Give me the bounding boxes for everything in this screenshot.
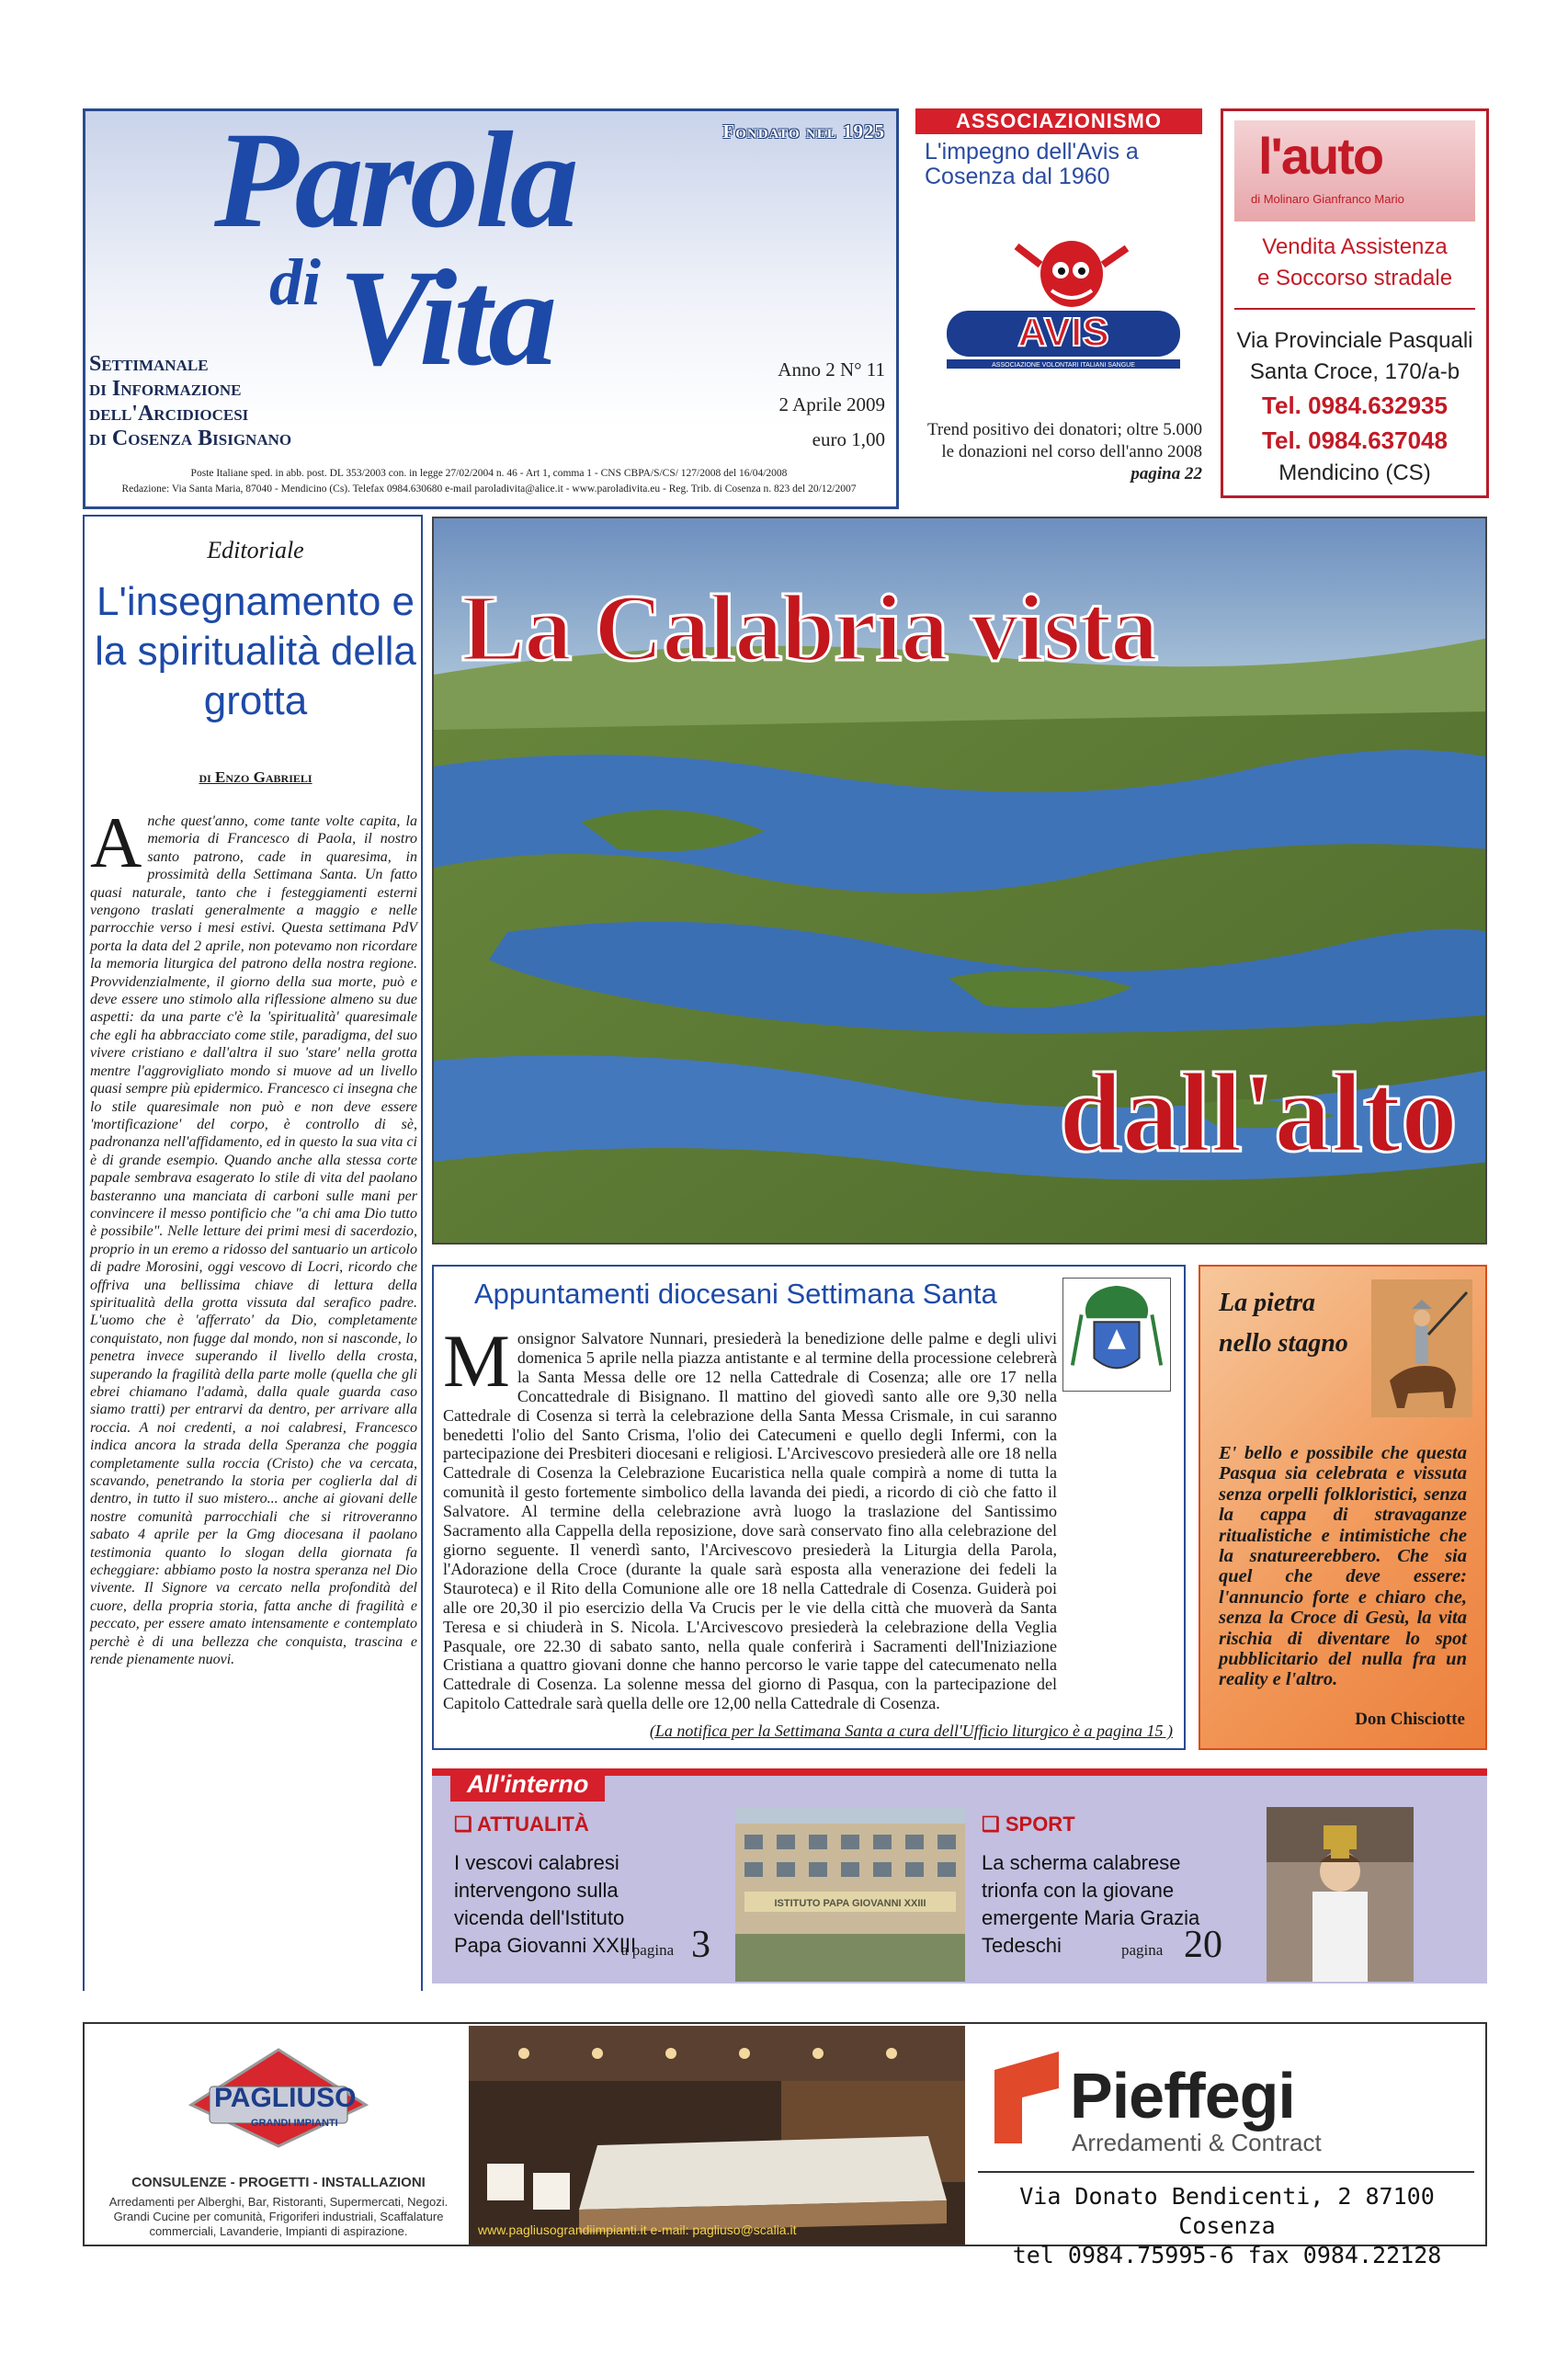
subtitle-line: dell'Arcidiocesi bbox=[89, 402, 249, 426]
checkbox-icon: ❑ bbox=[454, 1813, 478, 1836]
divider bbox=[1234, 308, 1475, 310]
editorial-title[interactable]: L'insegnamento e la spiritualità della grotta bbox=[95, 579, 416, 723]
legal-line: Redazione: Via Santa Maria, 87040 - Mendicino (Cs). Telefax 0984.630680 e-mail paroladivita@alice.it - www.paroladivita.eu - Reg. Trib. di Cosenza n. 823 del 20/12/2007 bbox=[121, 483, 857, 494]
interno-tag: All'interno bbox=[450, 1768, 605, 1802]
masthead-subtitle bbox=[89, 352, 291, 451]
page-number[interactable]: 3 bbox=[691, 1924, 710, 1966]
assoc-page-ref[interactable]: pagina 22 bbox=[1131, 464, 1202, 483]
coat-of-arms-icon bbox=[1062, 1278, 1171, 1392]
assoc-title[interactable]: L'impegno dell'Avis a Cosenza dal 1960 bbox=[925, 139, 1139, 189]
auto-phone: Tel. 0984.637048 bbox=[1262, 426, 1448, 454]
title-parola: Parola bbox=[214, 108, 575, 256]
auto-owner: di Molinaro Gianfranco Mario bbox=[1251, 192, 1404, 206]
editorial-text: nche quest'anno, come tante volte capita, la memoria di Francesco di Paola, il nostro santo patrono, cade in quaresima, in prossimità della Settimana Santa. Un fatto quasi naturale, tanto che i festeggiamenti esterni vengono traslati generalmente a maggio e nelle parrocchie verso i mesi estivi. Questa settimana PdV porta la data del 2 aprile, non potevamo non ricordare la memoria liturgica del patrono della nostra regione. Provvidenzialmente, il giorno della sua morte, può e deve essere uno stimolo alla riflessione almeno su due aspetti: da una parte c'è la 'spiritualità' quaresimale che egli ha abbracciato come stile, paradigma, del suo vivere cristiano e dall'altra il suo 'stare' nella grotta mentre l'aggrovigliato mondo si muove ad un livello quasi sempre più epidermico. Francesco ci insegna che lo stile quaresimale non può e non deve essere 'mortificazione' del corpo, è controllo di sè, padronanza nell'affidamento, ed in questo la sua vita ci è di grande esempio. Quando anche alla stessa corte papale sembrava esagerato lo stile di vita del paolano basteranno una manciata di carboni sulle mani per convincere il messo pontificio che "a chi ama Dio tutto è possibile". Nelle letture dei primi mesi di sacerdozio, proprio in un eremo a ridosso del santuario un articolo di padre Morosini, oggi vescovo di Locri, ricordo che offriva una bellissima chiave di lettura della spiritualità della grotta vissuta dal serafico padre. L'uomo che è 'afferrato' da Dio, completamente conquistato, non fugge dal mondo, non si nasconde, lo penetra invece superando il livello della crosta, superando la fragilità della parte molle (quella che gli ebrei chiamano l'adamà, dalla quale guarda caso siamo tratti) per entrarvi da dentro, per arrivare alla roccia. A noi credenti, a noi calabresi, Francesco indica ancora la strada della Speranza che poggia completamente sulla roccia (Cristo) che va cercata, scavando, penetrando la storia per coglierla dal di dentro, in tutto il suo mistero... anche ai giovani delle nostre comunità parrocchiali che si ritroveranno sabato 4 aprile per la Gmg diocesana il paolano testimonia quanto lo slogan della giornata fa echeggiare: abbiamo posto la nostra speranza nel Dio vivente. Il Signore va cercato nella profondità del cuore, della propria storia, fatta anche di fragilità e peccato, per essere amato intensamente e contemplato perchè è di una bellezza che conquista, trascina e rende pienamente nuovi. bbox=[90, 813, 417, 1668]
pieffegi-logo-icon bbox=[985, 2052, 1068, 2143]
issue-price: euro 1,00 bbox=[812, 428, 885, 450]
pagliuso-services: CONSULENZE - PROGETTI - INSTALLAZIONI bbox=[131, 2175, 426, 2190]
pieffegi-ad[interactable] bbox=[969, 2026, 1485, 2268]
auto-address: Via Provinciale Pasquali bbox=[1236, 328, 1473, 353]
pieffegi-sub: Arredamenti & Contract bbox=[1072, 2129, 1322, 2156]
lead-photo[interactable] bbox=[432, 517, 1487, 1245]
appuntamenti-title[interactable]: Appuntamenti diocesani Settimana Santa bbox=[474, 1278, 997, 1310]
title-di: di bbox=[269, 245, 322, 319]
legal-line: Poste Italiane sped. in abb. post. DL 353/2003 con. in legge 27/02/2004 n. 46 - Art 1, comma 1 - CNS CBPA/S/CS/ 127/2008 del 16/04/2008 bbox=[190, 468, 788, 479]
pagliuso-sub: GRANDI IMPIANTI bbox=[251, 2118, 338, 2129]
pagliuso-website[interactable]: www.pagliusograndiimpianti.it e-mail: pagliuso@scalia.it bbox=[478, 2222, 797, 2237]
pagliuso-description: Arredamenti per Alberghi, Bar, Ristoranti, Supermercati, Negozi. Grandi Cucine per comunità, Frigoriferi industriali, Scaffalature commerciali, Lavanderie, Impianti di aspirazione. bbox=[108, 2195, 449, 2238]
page-label: pagina bbox=[1121, 1941, 1164, 1959]
subtitle-line: di Cosenza Bisignano bbox=[89, 426, 292, 450]
attualita-teaser[interactable]: I vescovi calabresi intervengono sulla vicenda dell'Istituto Papa Giovanni XXIII bbox=[454, 1851, 637, 1957]
editorial-column bbox=[83, 515, 423, 1991]
editorial-author: di Enzo Gabrieli bbox=[199, 768, 312, 786]
avis-logo-icon bbox=[943, 237, 1184, 370]
building-photo-icon bbox=[735, 1807, 965, 1982]
bottom-ad[interactable] bbox=[83, 2022, 1487, 2268]
pieffegi-address: Via Donato Bendicenti, 2 87100 Cosenza bbox=[1019, 2183, 1435, 2239]
legal-info bbox=[89, 466, 889, 497]
avis-logo-sub: ASSOCIAZIONE VOLONTARI ITALIANI SANGUE bbox=[992, 362, 1135, 369]
sport-teaser[interactable]: La scherma calabrese trionfa con la giovane emergente Maria Grazia Tedeschi bbox=[982, 1851, 1200, 1957]
drop-cap: M bbox=[443, 1319, 510, 1403]
interno-box bbox=[432, 1768, 1487, 1984]
editorial-label: Editoriale bbox=[207, 537, 304, 563]
masthead bbox=[83, 108, 899, 509]
auto-city: Mendicino (CS) bbox=[1278, 460, 1431, 485]
pieffegi-name: Pieffegi bbox=[1070, 2060, 1295, 2131]
drop-cap: A bbox=[90, 802, 142, 882]
pietra-signature: Don Chisciotte bbox=[1355, 1710, 1465, 1729]
divider bbox=[978, 2171, 1474, 2173]
auto-brand: l'auto bbox=[1258, 127, 1383, 185]
appuntamenti-box bbox=[432, 1265, 1186, 1750]
school-sign: ISTITUTO PAPA GIOVANNI XXIII bbox=[774, 1898, 926, 1909]
issue-number: Anno 2 N° 11 bbox=[778, 358, 885, 381]
issue-date: 2 Aprile 2009 bbox=[778, 393, 885, 415]
photo-headline: La Calabria vista bbox=[461, 575, 1158, 681]
pietra-title: La pietra nello stagno bbox=[1219, 1289, 1348, 1358]
pietra-box bbox=[1199, 1265, 1487, 1750]
title-vita: Vita bbox=[338, 242, 554, 394]
checkbox-icon: ❑ bbox=[982, 1813, 1006, 1836]
appuntamenti-note[interactable]: (La notifica per la Settimana Santa a cura dell'Ufficio liturgico è a pagina 15 ) bbox=[649, 1722, 1173, 1740]
issue-info bbox=[778, 352, 885, 457]
auto-phone: Tel. 0984.632935 bbox=[1262, 392, 1448, 419]
fencer-photo bbox=[1267, 1807, 1414, 1982]
assoc-text bbox=[926, 419, 1202, 485]
fencer-photo-icon bbox=[1267, 1807, 1414, 1982]
page-label: a pagina bbox=[621, 1941, 675, 1959]
appuntamenti-text: onsignor Salvatore Nunnari, presiederà la benedizione delle palme e degli ulivi domenica 5 aprile nella piazza antistante e al termine della processione celebrerà la Santa Messa delle ore 12 nella Cattedrale di Cosenza; alle ore 17 nella Concattedrale di Bisignano. Il mattino del giovedì santo alle ore 9,30 nella Cattedrale di Cosenza si terrà la celebrazione della Santa Messa Crismale, in cui saranno benedetti l'olio del Santo Crisma, l'olio dei Catecumeni e quello degli Infermi, con la partecipazione dei Presbiteri diocesani e religiosi. L'Arcivescovo presiederà alle ore 18 nella Cattedrale di Cosenza la Celebrazione Eucaristica nella quale compirà a nome di tutta la comunità il gesto fortemente simbolico della lavanda dei piedi, a ricordo di ciò che fatto il Salvatore. Al termine della celebrazione avrà luogo la traslazione del Santissimo Sacramento alla Cappella della reposizione, dove sarà conservato fino alla celebrazione del giorno seguente. Il venerdì santo, l'Arcivescovo presiederà la Liturgia della Parola, l'Adorazione della Croce (durante la quale sarà esposta alla venerazione dei fedeli la Stauroteca) e il Rito della Comunione alle ore 18 nella Cattedrale di Cosenza. Guiderà poi alle ore 20,30 il pio esercizio della Va Crucis per le vie della città che muoverà da Santa Teresa e si chiuderà in S. Nicola. L'Arcivescovo presiederà la celebrazione della Veglia Pasquale, ore 22.30 di sabato santo, nella quale conferirà i Sacramenti dell'Iniziazione Cristiana a quattro giovani donne che hanno percorso le varie tappe del catecumenato nella Cattedrale di Cosenza. La solenne messa del giorno di Pasqua, con la partecipazione del Capitolo Cattedrale sarà quella delle ore 12,00 nella Cattedrale di Cosenza. bbox=[443, 1329, 1057, 1713]
subtitle-line: Settimanale bbox=[89, 352, 209, 376]
bar-interior-photo-icon bbox=[469, 2026, 965, 2245]
ad-auto[interactable] bbox=[1221, 108, 1489, 498]
assoc-summary: Trend positivo dei donatori; oltre 5.000 le donazioni nel corso dell'anno 2008 bbox=[926, 420, 1202, 461]
section-label: SPORT bbox=[1005, 1813, 1075, 1836]
pietra-body: E' bello e possibile che questa Pasqua sia celebrata e vissuta senza orpelli folkloristici, senza la cappa di stravaganze ritualistiche e intimistiche che la snatureerebbero. Che sia quel che deve essere: l'annuncio forte e chiaro che, senza la Croce di Gesù, la vita rischia di diventare lo spot pubblicitario del nulla fra un reality e l'altro. bbox=[1219, 1443, 1467, 1690]
school-photo bbox=[735, 1807, 965, 1982]
pieffegi-contact bbox=[969, 2182, 1485, 2270]
pagliuso-ad[interactable] bbox=[90, 2029, 467, 2241]
editorial-body bbox=[90, 802, 421, 1669]
auto-address: Santa Croce, 170/a-b bbox=[1249, 359, 1460, 384]
section-attualita[interactable] bbox=[454, 1813, 589, 1836]
page-number[interactable]: 20 bbox=[1184, 1924, 1222, 1966]
auto-line: e Soccorso stradale bbox=[1256, 266, 1453, 290]
avis-logo-text: AVIS bbox=[1017, 310, 1109, 355]
auto-line: Vendita Assistenza bbox=[1262, 234, 1448, 259]
auto-logo bbox=[1234, 120, 1475, 222]
pieffegi-phone: tel 0984.75995-6 fax 0984.22128 bbox=[1012, 2242, 1442, 2268]
don-quixote-icon bbox=[1371, 1279, 1472, 1417]
subtitle-line: di Informazione bbox=[89, 377, 242, 401]
section-label: ATTUALITÀ bbox=[477, 1813, 589, 1836]
assoc-box bbox=[915, 108, 1202, 509]
assoc-header: ASSOCIAZIONISMO bbox=[915, 108, 1202, 134]
section-sport[interactable] bbox=[982, 1813, 1075, 1836]
pagliuso-name: PAGLIUSO bbox=[214, 2083, 357, 2113]
photo-headline: dall'alto bbox=[1058, 1050, 1458, 1176]
founded-label: Fondato nel 1925 bbox=[722, 120, 885, 142]
bar-photo bbox=[469, 2026, 965, 2245]
